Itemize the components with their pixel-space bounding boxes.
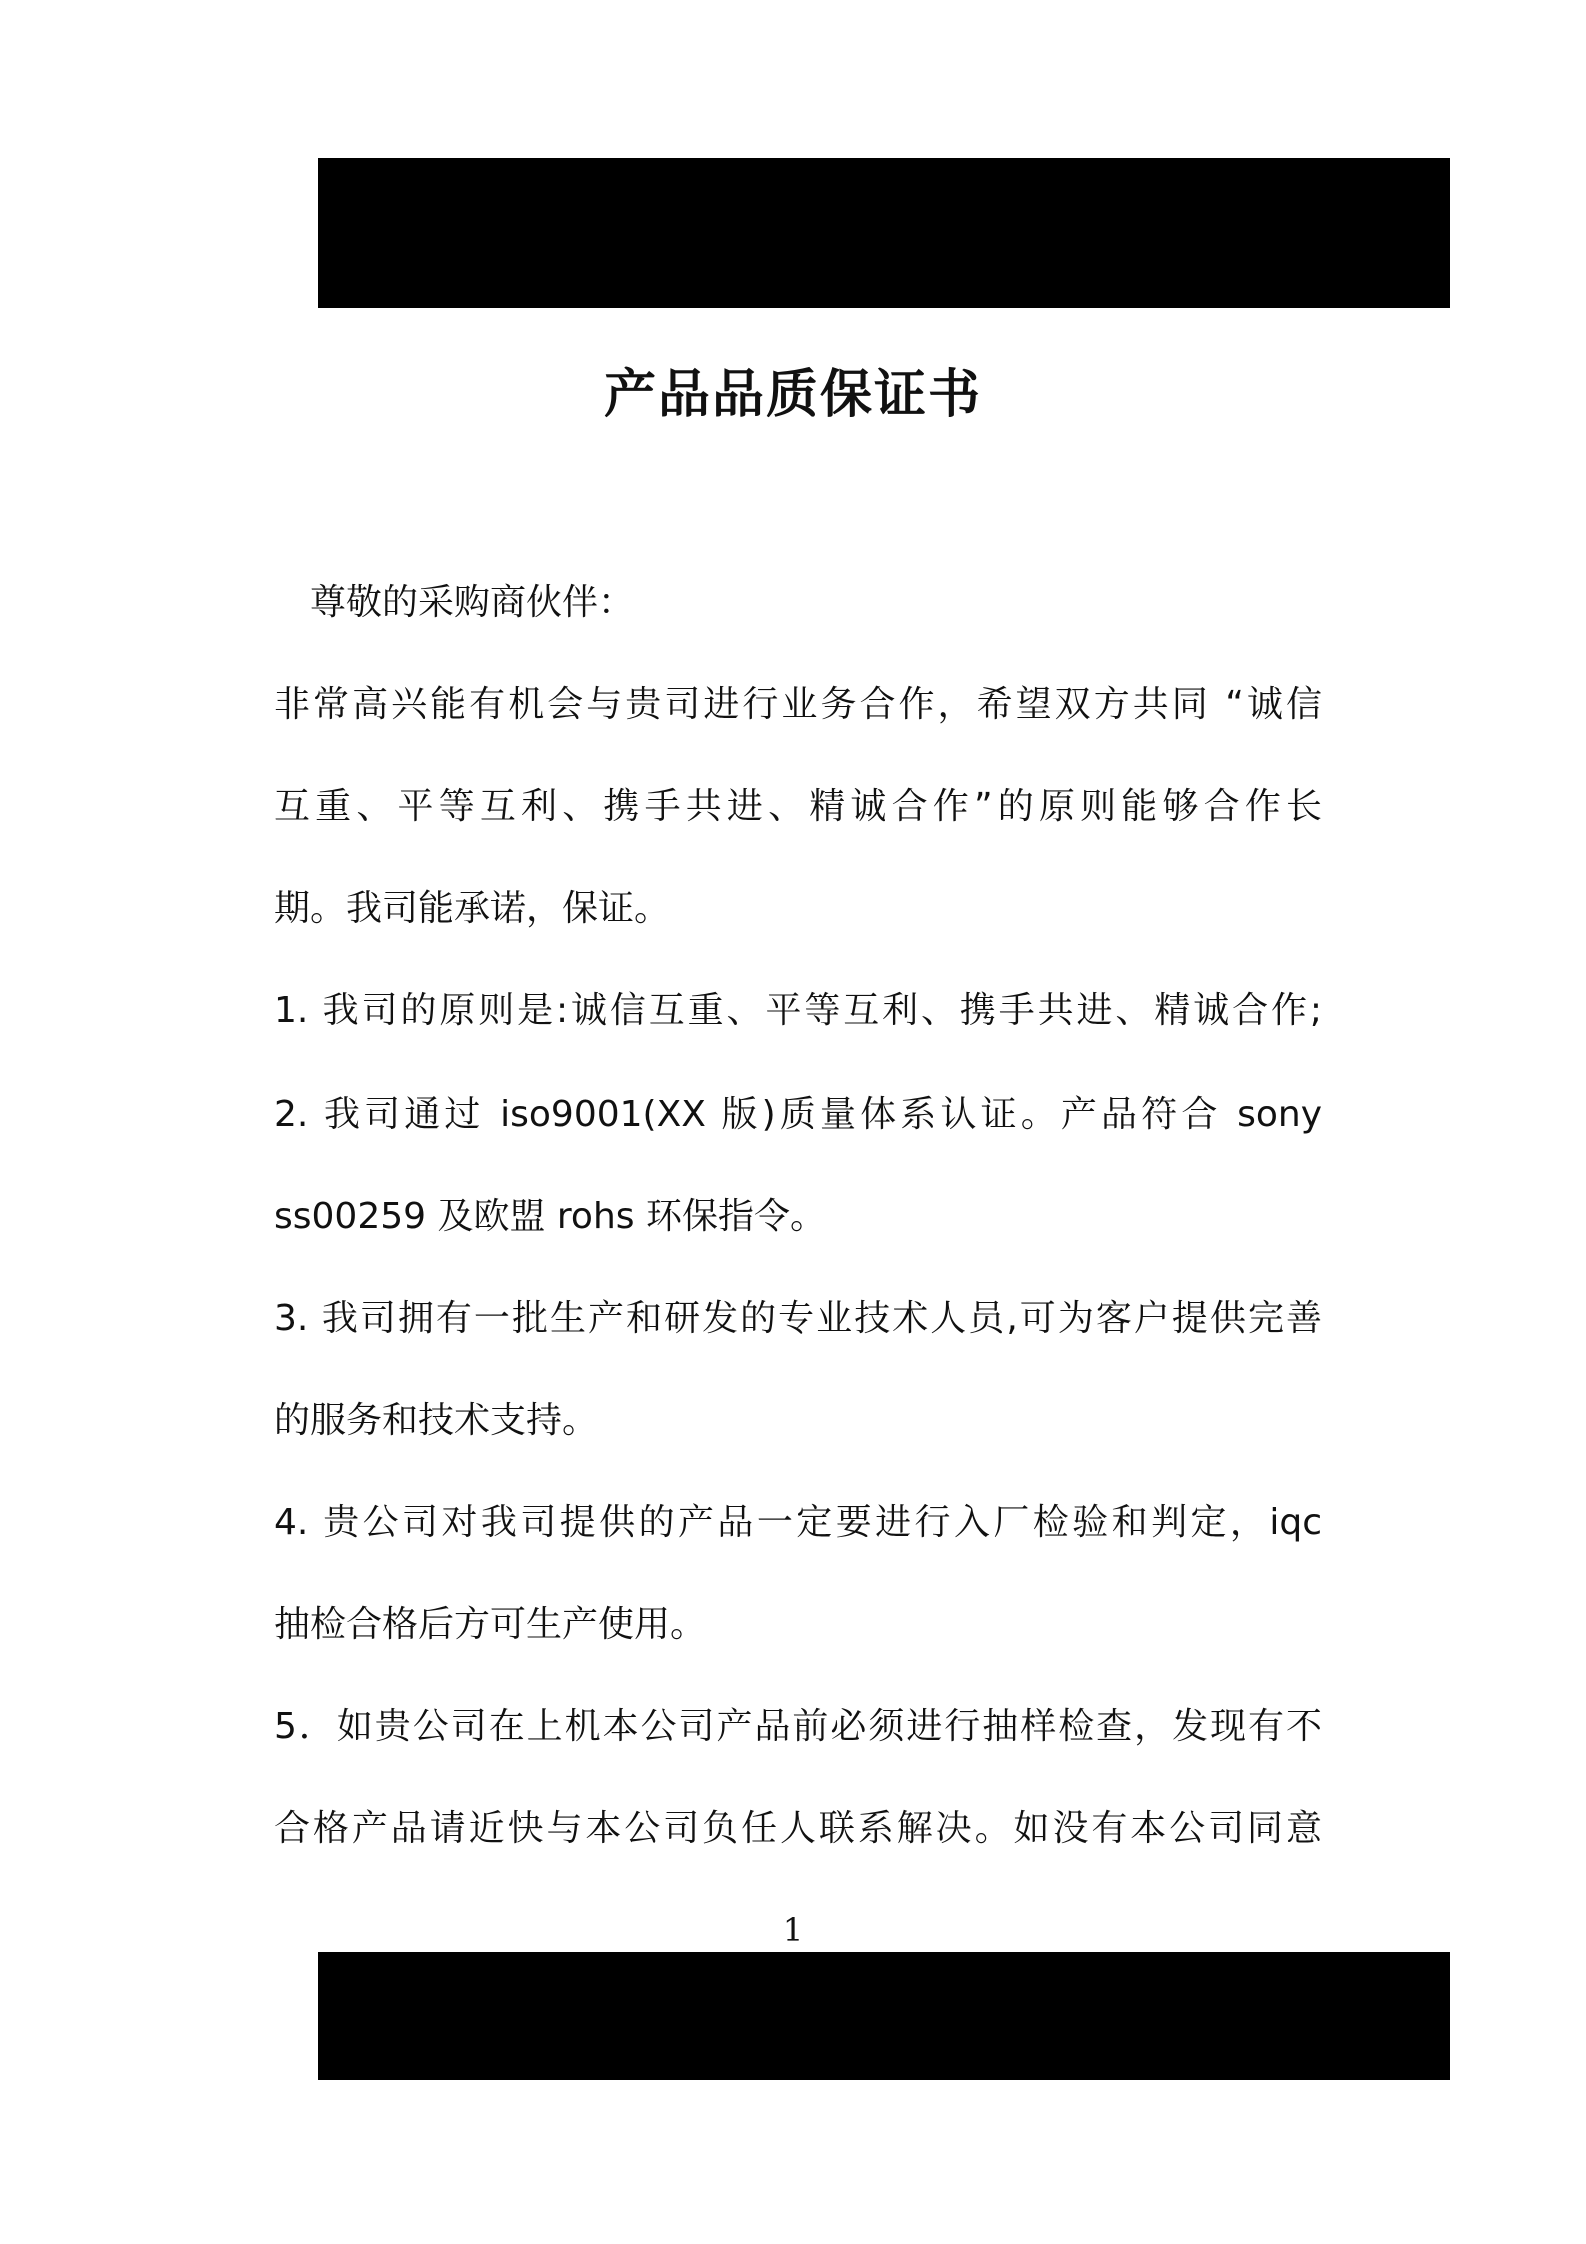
redacted-header-block <box>318 158 1450 308</box>
clause-5-line-2: 合格产品请近快与本公司负任人联系解决。如没有本公司同意 <box>274 1808 1322 1849</box>
clause-4-line-2: 抽检合格后方可生产使用。 <box>274 1604 707 1645</box>
clause-2-line-1: 2. 我司通过 iso9001(XX 版)质量体系认证。产品符合 sony <box>274 1094 1322 1135</box>
clause-3-line-2: 的服务和技术支持。 <box>274 1400 599 1441</box>
body-line-1: 非常高兴能有机会与贵司进行业务合作，希望双方共同 “诚信 <box>274 684 1322 725</box>
clause-3-line-1: 3. 我司拥有一批生产和研发的专业技术人员,可为客户提供完善 <box>274 1298 1322 1339</box>
salutation: 尊敬的采购商伙伴： <box>310 582 635 623</box>
document-title: 产品品质保证书 <box>603 365 982 425</box>
page-number: 1 <box>782 1911 804 1949</box>
body-line-3: 期。我司能承诺，保证。 <box>274 888 671 929</box>
redacted-footer-block <box>318 1952 1450 2080</box>
clause-2-line-2: ss00259 及欧盟 rohs 环保指令。 <box>274 1196 826 1237</box>
body-line-2: 互重、平等互利、携手共进、精诚合作”的原则能够合作长 <box>274 786 1322 827</box>
clause-1-line-1: 1. 我司的原则是:诚信互重、平等互利、携手共进、精诚合作; <box>274 990 1322 1031</box>
clause-5-line-1: 5．如贵公司在上机本公司产品前必须进行抽样检查，发现有不 <box>274 1706 1322 1747</box>
clause-4-line-1: 4. 贵公司对我司提供的产品一定要进行入厂检验和判定，iqc <box>274 1502 1322 1543</box>
